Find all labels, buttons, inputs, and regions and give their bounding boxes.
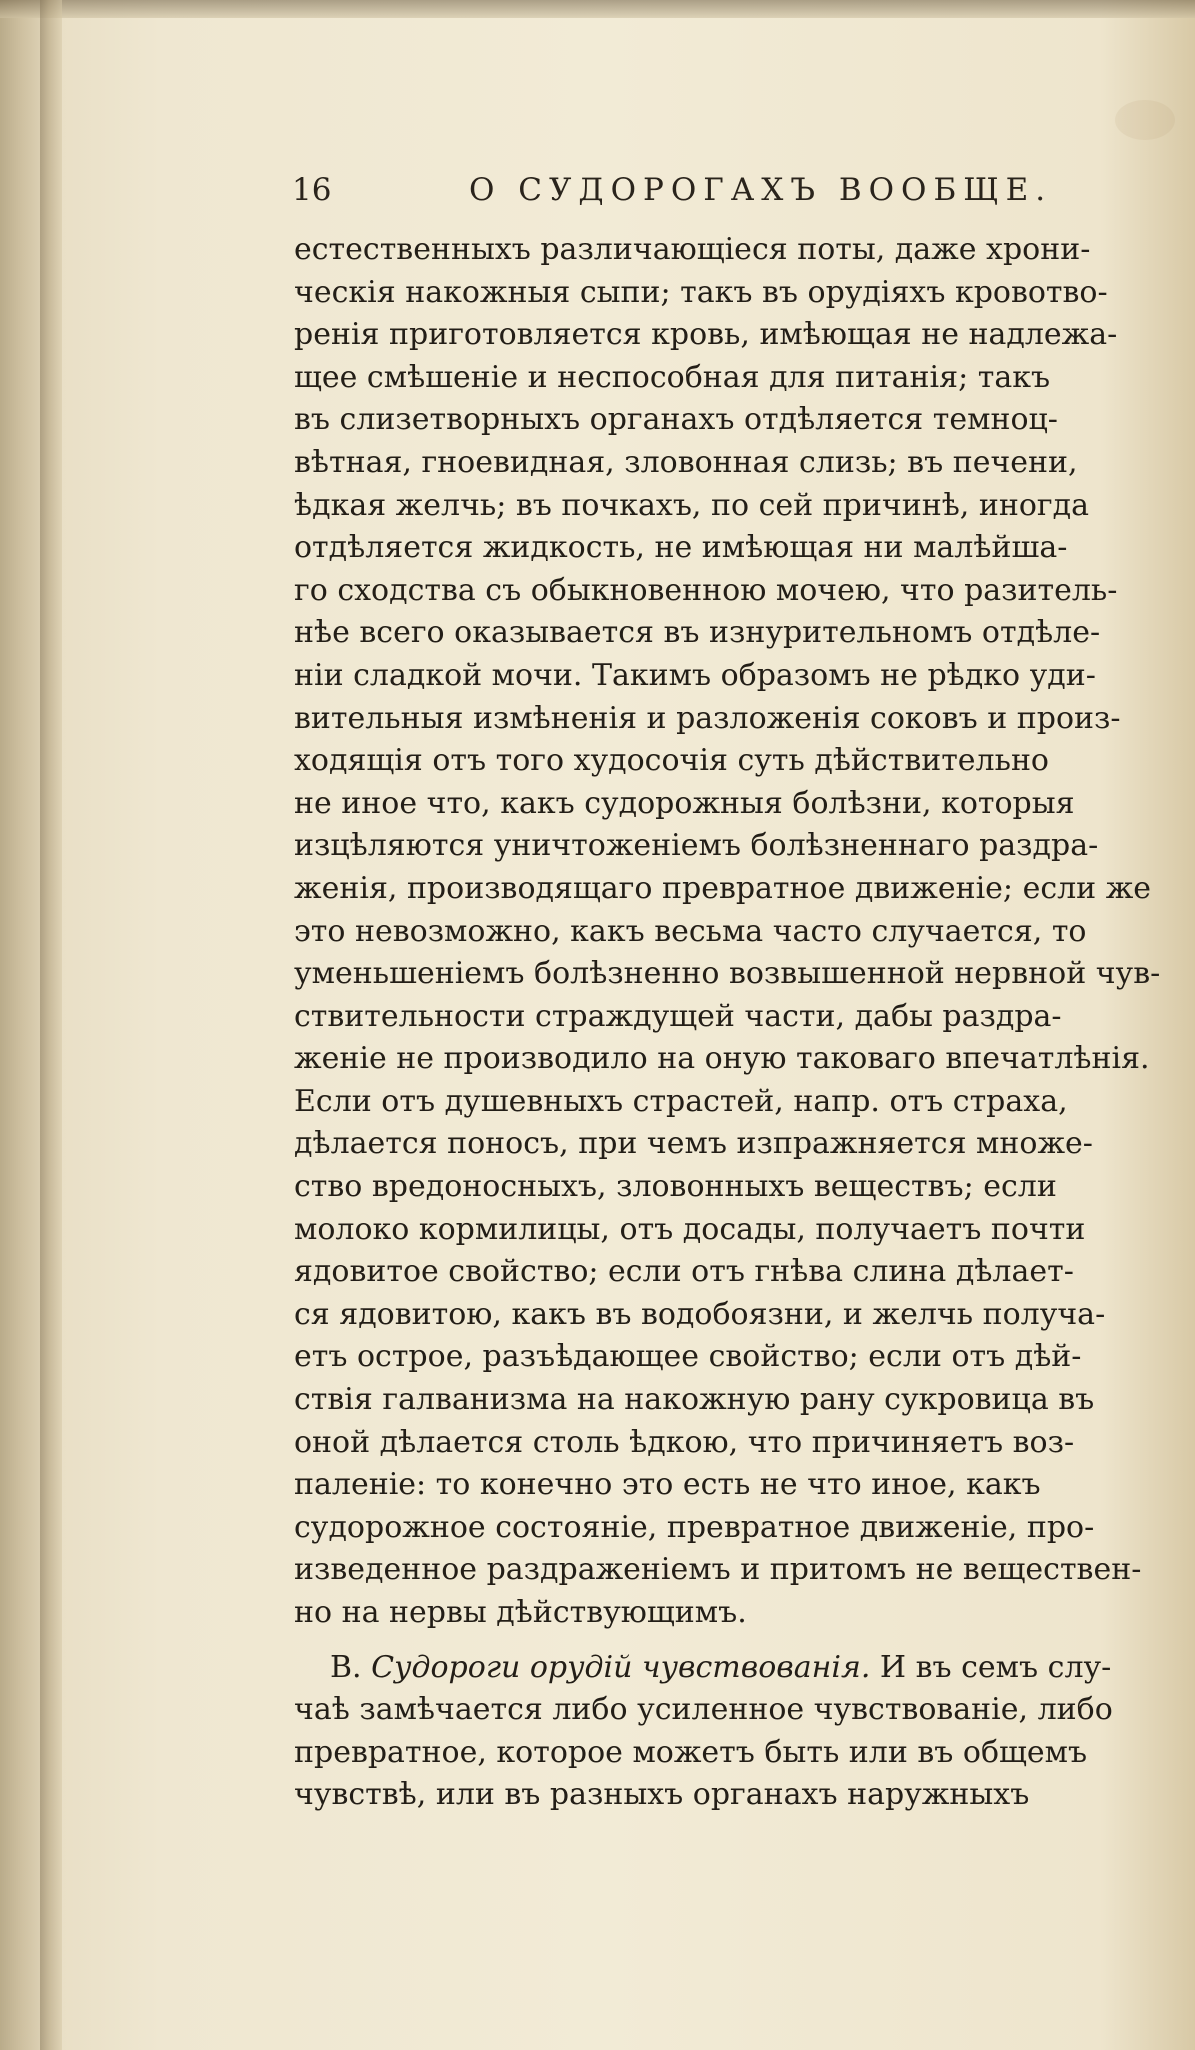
section-heading: Судороги орудій чувствованія. <box>371 1649 871 1685</box>
text-line: изведенное раздраженіемъ и притомъ не веществен- <box>294 1552 1142 1588</box>
section-first-line <box>294 1647 1194 1690</box>
text-line: вительныя измѣненія и разложенія соковъ и произ- <box>294 700 1121 736</box>
text-line: ся ядовитою, какъ въ водобоязни, и желчь получа- <box>294 1296 1106 1332</box>
text-line: не иное что, какъ судорожныя болѣзни, которыя <box>294 785 1075 821</box>
page-top-edge <box>0 0 1195 18</box>
paragraph-2 <box>294 1647 1194 1817</box>
text-line: етъ острое, разъѣдающее свойство; если отъ дѣй- <box>294 1339 1082 1375</box>
text-line: молоко кормилицы, отъ досады, получаетъ почти <box>294 1211 1086 1247</box>
text-line: вѣтная, гноевидная, зловонная слизь; въ печени, <box>294 444 1078 480</box>
text-line: въ слизетворныхъ органахъ отдѣляется темноц- <box>294 402 1058 438</box>
text-line: ческія накожныя сыпи; такъ въ орудіяхъ кровотво- <box>294 274 1108 310</box>
text-line: но на нервы дѣйствующимъ. <box>294 1595 747 1630</box>
text-line: это невозможно, какъ весьма часто случается, то <box>294 913 1087 949</box>
page-header <box>292 168 1192 218</box>
text-line: щее смѣшеніе и неспособная для питанія; такъ <box>294 359 1051 395</box>
text-line: паленіе: то конечно это есть не что иное, какъ <box>294 1467 1041 1503</box>
running-title: О СУДОРОГАХЪ ВООБЩЕ. <box>469 172 1053 208</box>
text-line: чаѣ замѣчается либо усиленное чувствованіе, либо <box>294 1692 1113 1728</box>
text-line: ствительности страждущей части, дабы раздра- <box>294 998 1062 1034</box>
text-line: ходящія отъ того худосочія суть дѣйствительно <box>294 743 1049 779</box>
section-letter: В. <box>330 1649 372 1685</box>
text-line: отдѣляется жидкость, не имѣющая ни малѣйша- <box>294 530 1068 566</box>
text-line: чувствѣ, или въ разныхъ органахъ наружныхъ <box>294 1777 1030 1813</box>
paragraph-gap <box>294 1635 1194 1647</box>
body-text <box>294 229 1194 1817</box>
text-fragment: И въ семъ слу- <box>870 1649 1112 1685</box>
text-line: го сходства съ обыкновенною мочею, что разитель- <box>294 572 1118 608</box>
text-line: ство вредоносныхъ, зловонныхъ веществъ; если <box>294 1169 1057 1205</box>
text-line: дѣлается поносъ, при чемъ изпражняется множе- <box>294 1126 1093 1162</box>
text-line: ренія приготовляется кровь, имѣющая не надлежа- <box>294 317 1118 353</box>
text-line: превратное, которое можетъ быть или въ общемъ <box>294 1734 1088 1770</box>
text-line: женіе не производило на оную таковаго впечатлѣнія. <box>294 1041 1150 1077</box>
paragraph-1 <box>294 229 1194 1635</box>
text-line: ѣдкая желчь; въ почкахъ, по сей причинѣ, иногда <box>294 487 1089 523</box>
text-line: Если отъ душевныхъ страстей, напр. отъ страха, <box>294 1083 1068 1119</box>
text-line: изцѣляются уничтоженіемъ болѣзненнаго раздра- <box>294 828 1099 864</box>
text-line: женія, производящаго превратное движеніе; если же <box>294 870 1152 906</box>
text-line: ствія галванизма на накожную рану сукровица въ <box>294 1382 1095 1418</box>
text-line: ядовитое свойство; если отъ гнѣва слина дѣлает- <box>294 1254 1074 1290</box>
text-line: естественныхъ различающіеся поты, даже хрони- <box>294 232 1091 267</box>
text-line: нѣе всего оказывается въ изнурительномъ отдѣле- <box>294 615 1101 651</box>
text-line: оной дѣлается столь ѣдкою, что причиняетъ воз- <box>294 1424 1075 1460</box>
book-spine-shadow <box>40 0 62 2050</box>
text-line: уменьшеніемъ болѣзненно возвышенной нервной чув- <box>294 956 1161 992</box>
paper-stain <box>1115 100 1175 140</box>
page-number: 16 <box>292 172 332 208</box>
text-line: судорожное состояніе, превратное движеніе, про- <box>294 1509 1095 1545</box>
text-line: ніи сладкой мочи. Такимъ образомъ не рѣдко уди- <box>294 657 1096 693</box>
